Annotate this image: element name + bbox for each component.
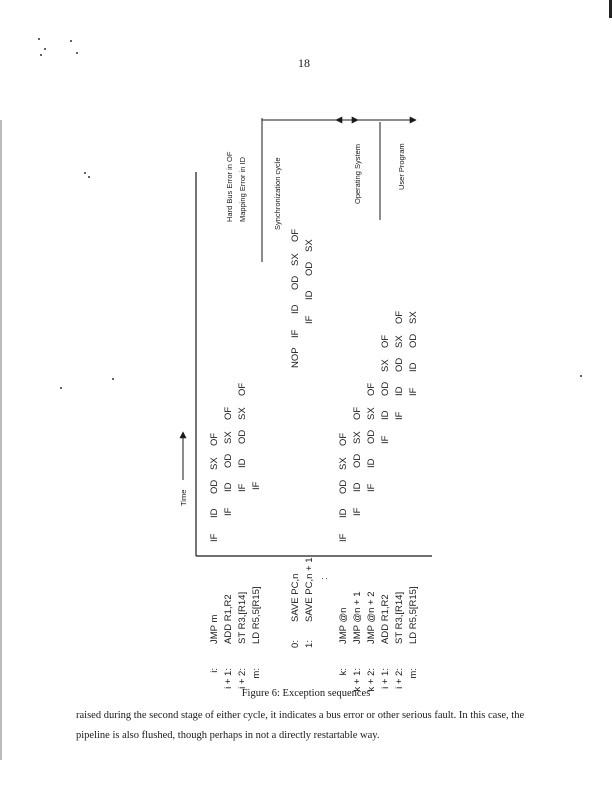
instruction-address: i + 2: — [394, 668, 405, 689]
pipeline-stage: ID — [304, 290, 315, 300]
body-line: raised during the second stage of either cycle, it indicates a bus error or other serious fault. In this case, the — [76, 710, 525, 721]
pipeline-stage: SX — [237, 407, 248, 420]
pipeline-stage: OF — [394, 310, 405, 324]
pipeline-stage: OD — [209, 479, 220, 494]
instruction-text: LD R5,5[R15] — [251, 586, 262, 644]
error-annotation-line1: Hard Bus Error in OF — [225, 151, 234, 222]
ellipsis: : — [319, 577, 330, 580]
pipeline-stage: SX — [223, 431, 234, 444]
instruction-text: JMP @n + 1 — [352, 591, 363, 644]
instruction-address: k: — [338, 668, 349, 676]
pipeline-stage: IF — [290, 329, 301, 338]
pipeline-stage: SX — [209, 457, 220, 470]
page-number: 18 — [298, 56, 310, 70]
instruction-address: k + 1: — [352, 668, 363, 692]
pipeline-stage: OF — [223, 406, 234, 420]
pipeline-stage: ID — [394, 386, 405, 396]
pipeline-stage: OD — [223, 453, 234, 468]
pipeline-stage: SX — [408, 311, 419, 324]
pipeline-stage: OD — [338, 479, 349, 494]
instruction-text: SAVE PC,n + 1 — [304, 557, 315, 622]
body-text — [76, 706, 556, 746]
pipeline-stage: SX — [304, 239, 315, 252]
pipeline-stage: IF — [304, 315, 315, 324]
operating-system-label: Operating System — [353, 143, 362, 204]
instruction-address: i + 1: — [380, 668, 391, 689]
pipeline-stage: ID — [209, 508, 220, 518]
instruction-address: 1: — [304, 640, 315, 648]
instruction-text: ADD R1,R2 — [223, 594, 234, 644]
pipeline-stage: OF — [380, 334, 391, 348]
pipeline-stage: OF — [237, 382, 248, 396]
instruction-address: m: — [408, 668, 419, 679]
pipeline-stage: OF — [366, 382, 377, 396]
pipeline-stage: OD — [237, 429, 248, 444]
pipeline-stage: OD — [304, 261, 315, 276]
pipeline-stage: OD — [380, 381, 391, 396]
pipeline-stage: ID — [223, 482, 234, 492]
pipeline-stage: ID — [352, 482, 363, 492]
pipeline-stage: ID — [380, 410, 391, 420]
instruction-text: SAVE PC,n — [290, 573, 301, 622]
pipeline-stage: OF — [352, 406, 363, 420]
pipeline-stage: NOP — [290, 347, 301, 368]
instruction-address: 0: — [290, 640, 301, 648]
pipeline-stage: IF — [394, 411, 405, 420]
instruction-address: i + 2: — [237, 668, 248, 689]
pipeline-stage: SX — [394, 335, 405, 348]
instruction-text: JMP @n + 2 — [366, 591, 377, 644]
pipeline-stage: SX — [380, 359, 391, 372]
pipeline-stage: SX — [338, 457, 349, 470]
pipeline-stage: OD — [408, 333, 419, 348]
pipeline-stage: OD — [352, 453, 363, 468]
pipeline-stage: OD — [290, 275, 301, 290]
figure-caption: Figure 6: Exception sequences — [241, 688, 371, 699]
user-program-label: User Program — [397, 143, 406, 190]
error-annotation-line2: Mapping Error in ID — [238, 156, 247, 222]
pipeline-stage: ID — [290, 304, 301, 314]
pipeline-stage: SX — [290, 253, 301, 266]
pipeline-stage: IF — [380, 435, 391, 444]
instruction-text: JMP m — [209, 614, 220, 644]
pipeline-stage: IF — [223, 507, 234, 516]
instruction-text: ADD R1,R2 — [380, 594, 391, 644]
pipeline-stage: IF — [338, 533, 349, 542]
instruction-address: i: — [209, 668, 220, 673]
pipeline-stage: ID — [338, 508, 349, 518]
pipeline-stage: SX — [352, 431, 363, 444]
instruction-address: m: — [251, 668, 262, 679]
pipeline-stage: SX — [366, 407, 377, 420]
pipeline-stage: IF — [251, 481, 262, 490]
pipeline-stage: IF — [408, 387, 419, 396]
instruction-text: ST R3,[R14] — [237, 591, 248, 644]
instruction-rows — [209, 229, 419, 692]
body-line: pipeline is also flushed, though perhaps in not a directly restartable way. — [76, 730, 380, 741]
instruction-text: LD R5,5[R15] — [408, 586, 419, 644]
pipeline-stage: ID — [237, 458, 248, 468]
pipeline-stage: ID — [408, 362, 419, 372]
pipeline-stage: IF — [352, 507, 363, 516]
instruction-text: ST R3,[R14] — [394, 591, 405, 644]
sync-cycle-label: Synchronization cycle — [273, 157, 282, 230]
pipeline-stage: OF — [290, 228, 301, 242]
pipeline-stage: ID — [366, 458, 377, 468]
pipeline-stage: OD — [366, 429, 377, 444]
pipeline-stage: IF — [366, 483, 377, 492]
instruction-address: i + 1: — [223, 668, 234, 689]
instruction-text: JMP @n — [338, 607, 349, 644]
pipeline-stage: IF — [237, 483, 248, 492]
pipeline-stage: OF — [209, 432, 220, 446]
time-label: Time — [179, 489, 188, 506]
pipeline-stage: OF — [338, 432, 349, 446]
pipeline-stage: OD — [394, 357, 405, 372]
instruction-address: k + 2: — [366, 668, 377, 692]
pipeline-stage: IF — [209, 533, 220, 542]
